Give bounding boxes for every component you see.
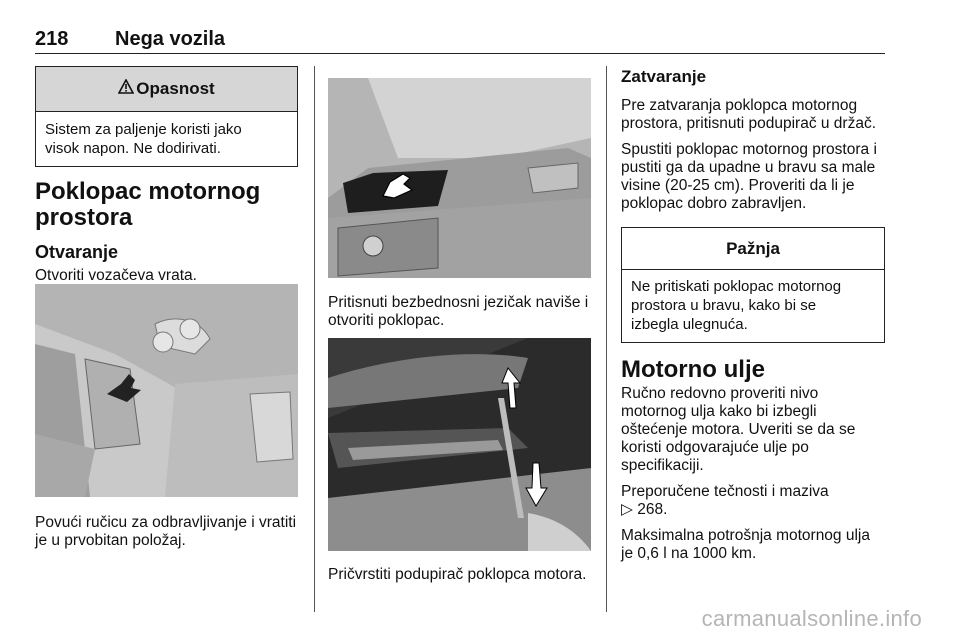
paragraph: Maksimalna potrošnja motornog ulja je 0,6 l na 1000 km. <box>621 527 870 562</box>
danger-header <box>36 67 297 112</box>
paragraph: Spustiti poklopac motornog prostora i pustiti ga da upadne u bravu sa male visine (20-25 cm). Proveriti da li je poklopac dobro zabravljen. <box>621 141 877 212</box>
vehicle-hood-illustration <box>328 78 591 278</box>
notice-text: Ne pritiskati poklopac motornog prostora u bravu, kako bi se izbegla ulegnuća. <box>631 278 842 333</box>
subsection-title: Otvaranje <box>35 242 119 262</box>
warning-triangle-icon <box>118 79 134 99</box>
column-divider <box>606 66 607 612</box>
figure-caption: Pritisnuti bezbednosni jezičak naviše i otvoriti poklopac. <box>328 294 589 329</box>
page-header <box>35 25 885 54</box>
paragraph <box>621 483 885 519</box>
paragraph: Ručno redovno proveriti nivo motornog ulja kako bi izbegli oštećenje motora. Uveriti se da se koristi odgovarajuće ulje po specifikaciji. <box>621 385 856 474</box>
page-title: Nega vozila <box>115 28 226 50</box>
notice-box <box>621 227 885 343</box>
column-3 <box>621 66 885 563</box>
column-1 <box>35 66 298 285</box>
notice-header: Pažnja <box>622 228 884 270</box>
section-title: Motorno ulje <box>621 356 765 383</box>
section-title: Poklopac motornog prostora <box>35 178 261 231</box>
watermark: carmanualsonline.info <box>701 606 922 631</box>
subsection-title: Zatvaranje <box>621 67 707 86</box>
step-text: Otvoriti vozačeva vrata. <box>35 267 197 284</box>
danger-text: Sistem za paljenje koristi jako visok napon. Ne dodirivati. <box>45 121 242 157</box>
page-number: 218 <box>35 28 69 50</box>
figure-caption: Pričvrstiti podupirač poklopca motora. <box>328 566 587 583</box>
danger-label: Opasnost <box>136 79 215 98</box>
page-reference-link[interactable]: 268. <box>637 501 668 518</box>
figure-caption: Povući ručicu za odbravljivanje i vratiti je u prvobitan položaj. <box>35 514 297 549</box>
page-reference-arrow-icon: ▷ <box>621 501 633 518</box>
column-divider <box>314 66 315 612</box>
paragraph: Pre zatvaranja poklopca motornog prostora, pritisnuti podupirač u držač. <box>621 97 877 132</box>
reference-text: Preporučene tečnosti i maziva <box>621 483 829 500</box>
hood-prop-rod-illustration <box>328 338 591 551</box>
danger-box <box>35 66 298 167</box>
hood-release-lever-illustration <box>35 284 298 497</box>
